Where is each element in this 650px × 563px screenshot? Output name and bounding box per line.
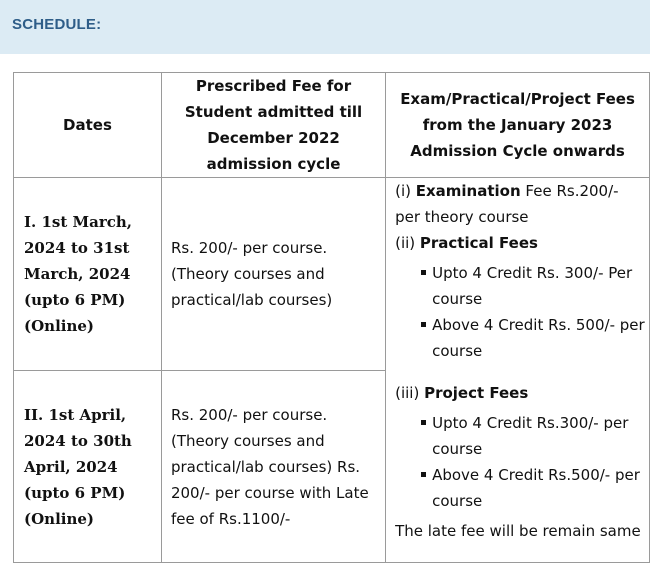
project-item-1: Upto 4 Credit Rs.300/- per course (432, 414, 629, 458)
table-row (14, 178, 650, 371)
list-item (423, 462, 645, 514)
bullet-icon (421, 270, 426, 275)
bullet-icon (421, 420, 426, 425)
dates-cell-2: II. 1st April, 2024 to 30th April, 2024 (upto 6 PM) (Online) (14, 371, 162, 563)
examination-fee-line (395, 178, 645, 230)
list-item (423, 410, 645, 462)
spacer (395, 368, 645, 380)
practical-prefix: (ii) (395, 234, 420, 252)
project-fees-heading (395, 380, 645, 406)
practical-item-2: Above 4 Credit Rs. 500/- per course (432, 316, 645, 360)
schedule-title: SCHEDULE: (12, 16, 102, 33)
table-header-row (14, 73, 650, 178)
fee-cell-1: Rs. 200/- per course. (Theory courses and practical/lab courses) (161, 178, 385, 371)
header-prescribed-fee: Prescribed Fee for Student admitted till December 2022 admission cycle (161, 73, 385, 178)
list-item (423, 260, 645, 312)
project-item-2: Above 4 Credit Rs.500/- per course (432, 466, 640, 510)
late-fee-note: The late fee will be remain same (395, 522, 641, 540)
fee-schedule-table (13, 72, 650, 563)
practical-fees-list (395, 260, 645, 364)
exam-label: Examination (415, 182, 521, 200)
practical-fees-heading (395, 230, 645, 256)
bullet-icon (421, 322, 426, 327)
project-prefix: (iii) (395, 384, 425, 402)
exam-prefix: (i) (395, 182, 416, 200)
fee-cell-2: Rs. 200/- per course. (Theory courses and practical/lab courses) Rs. 200/- per course with Late fee of Rs.1100/- (161, 371, 385, 563)
exam-fees-cell (386, 178, 650, 563)
list-item (423, 312, 645, 364)
dates-cell-1: I. 1st March, 2024 to 31st March, 2024 (upto 6 PM) (Online) (14, 178, 162, 371)
header-dates: Dates (14, 73, 162, 178)
project-label: Project Fees (424, 384, 529, 402)
project-fees-list (395, 410, 645, 514)
practical-label: Practical Fees (419, 234, 538, 252)
exam-fee-text: Fee Rs.200/- per theory course (395, 182, 619, 226)
practical-item-1: Upto 4 Credit Rs. 300/- Per course (432, 264, 633, 308)
header-exam-fees: Exam/Practical/Project Fees from the January 2023 Admission Cycle onwards (386, 73, 650, 178)
schedule-header-bar (0, 0, 650, 54)
bullet-icon (421, 472, 426, 477)
